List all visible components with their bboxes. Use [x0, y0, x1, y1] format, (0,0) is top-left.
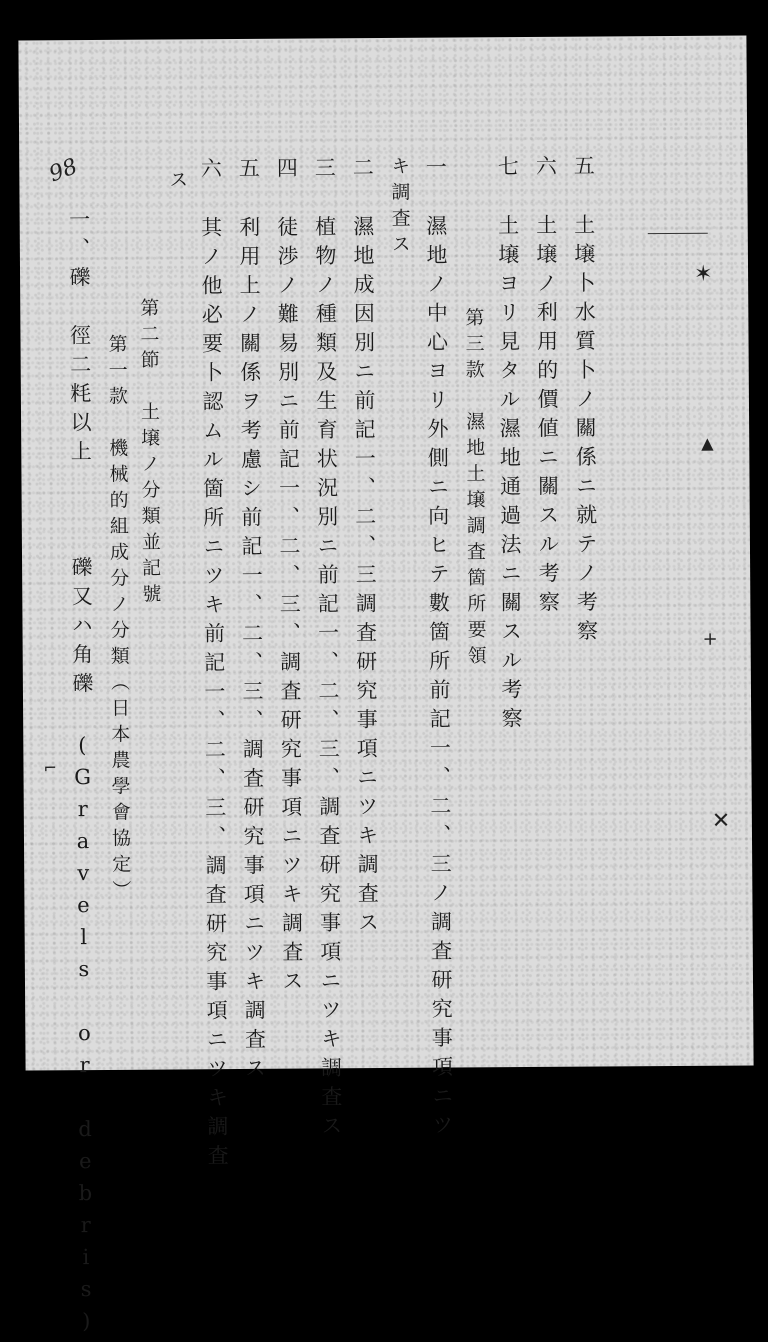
column-item-1: [423, 155, 455, 1143]
item-text: 土壌卜水質卜ノ關係ニ就テノ考察: [571, 213, 599, 649]
paper-sheet: [18, 35, 753, 1342]
column-item-7: [495, 155, 524, 737]
section-heading-3: 第三款 濕地土壌調査箇所要領: [462, 307, 487, 672]
item-text: 其ノ他必要卜認ムル箇所ニツキ前記一、二、三、調査研究事項ニツキ調査: [198, 216, 230, 1174]
scan-speck-mark: ⌐: [43, 758, 57, 778]
column-item-6: [533, 154, 561, 620]
column-item-3: [312, 156, 344, 1144]
item-number: 三: [312, 156, 337, 186]
page-number: 98: [45, 154, 81, 188]
scan-speck-mark: ✕: [711, 808, 731, 834]
item-text: 土壌ヨリ見タル濕地通過法ニ關スル考察: [495, 214, 524, 737]
scan-speck-mark: +: [702, 628, 718, 650]
column-item-2: [350, 156, 380, 941]
item-number: 五: [571, 154, 596, 184]
section-heading-2: 第二節 土壌ノ分類並記號: [137, 297, 162, 610]
item-number: 一、: [66, 208, 91, 267]
column-item-gravel: [68, 208, 97, 1341]
item-number: 一: [423, 155, 448, 185]
item-number: 五: [236, 156, 261, 187]
column-item-4: [274, 156, 305, 999]
column-continuation-2: ス: [166, 169, 189, 196]
scan-line-mark: [648, 233, 708, 234]
column-item-5b: [236, 156, 267, 1087]
column-item-6b: [198, 157, 230, 1174]
item-text: 濕地成因別ニ前記一、二、三調査研究事項ニツキ調査ス: [350, 215, 380, 941]
item-text: 植物ノ種類及生育状況別ニ前記一、二、三、調査研究事項ニツキ調査ス: [312, 215, 344, 1144]
item-text: 徒渉ノ難易別ニ前記一、二、三、調査研究事項ニツキ調査ス: [274, 215, 305, 999]
subsection-heading-1: 第一款 機械的組成分ノ分類（日本農學會協定）: [105, 333, 132, 906]
item-number: 二: [350, 156, 375, 186]
item-number: 七: [495, 155, 520, 185]
scan-speck-mark: ✶: [693, 261, 713, 287]
item-number: 六: [533, 154, 558, 184]
item-text: 利用上ノ關係ヲ考慮シ前記一、二、三、調査研究事項ニツキ調査ス: [236, 215, 267, 1087]
scan-speck-mark: ▲: [701, 433, 714, 453]
item-text: 土壌ノ利用的價値ニ關スル考察: [533, 213, 561, 620]
item-text: 濕地ノ中心ヨリ外側ニ向ヒテ數箇所前記一、二、三ノ調査研究事項ニツ: [423, 214, 455, 1143]
column-continuation-1: キ調査ス: [388, 155, 411, 260]
item-number: 四: [274, 156, 299, 186]
item-number: 六: [198, 157, 223, 187]
column-item-5: [571, 154, 599, 649]
item-text: 礫 徑二粍以上 礫又ハ角礫 (Gravels or debris): [66, 266, 99, 1342]
